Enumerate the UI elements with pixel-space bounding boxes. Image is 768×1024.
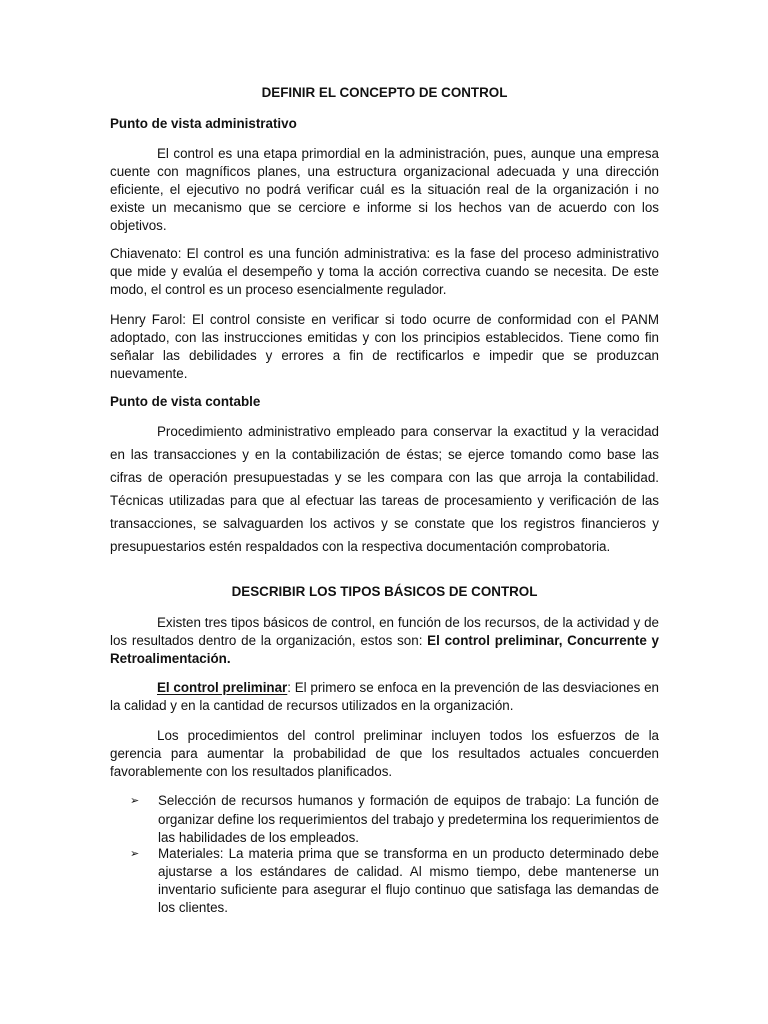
section-title-describir: DESCRIBIR LOS TIPOS BÁSICOS DE CONTROL [231, 584, 538, 599]
paragraph-farol: Henry Farol: El control consiste en verificar si todo ocurre de conformidad con el PANM adoptado, con las instrucciones emitidas y con los principios establecidos. Tiene como fin señalar las debilidades y errores a fin de rectificarlos e impedir que se produzcan nuevamente. [110, 312, 659, 381]
preliminar-text: : El primero se enfoca en la prevención de las desviaciones en la calidad y en la cantidad de recursos utilizados en la organización. [110, 680, 659, 713]
section-title-definir: DEFINIR EL CONCEPTO DE CONTROL [261, 85, 508, 100]
arrow-bullet-icon: ➢ [130, 848, 140, 860]
heading-punto-contable: Punto de vista contable [110, 394, 261, 409]
paragraph-contable: Procedimiento administrativo empleado para conservar la exactitud y la veracidad en las transacciones y en la contabilización de éstas; se ejerce tomando como base las cifras de operación presupuestadas y se les compara con las que arroja la contabilidad. Técnicas utilizadas para que al efectuar las tareas de procesamiento y verificación de las transacciones, se salvaguarden los activos y se constate que los registros financieros y presupuestarios estén respaldados con la respectiva documentación comprobatoria. [110, 424, 659, 554]
bullet-text: Selección de recursos humanos y formación de equipos de trabajo: La función de organizar define los requerimientos del trabajo y predetermina los requerimientos de las habilidades de los empleados. [158, 793, 659, 845]
paragraph-procedimientos: Los procedimientos del control preliminar incluyen todos los esfuerzos de la gerencia para aumentar la probabilidad de que los resultados actuales concuerden favorablemente con los resultados planificados. [110, 728, 659, 779]
bullet-text: Materiales: La materia prima que se transforma en un producto determinado debe ajustarse a los estándares de calidad. Al mismo tiempo, debe mantenerse un inventario suficiente para asegurar el flujo continuo que satisfaga las demandas de los clientes. [158, 846, 659, 915]
arrow-bullet-icon: ➢ [130, 795, 140, 807]
tipos-bold-text: El control preliminar, Concurrente y Retroalimentación. [110, 633, 659, 666]
paragraph-preliminar [110, 679, 659, 715]
tipos-text: Existen tres tipos básicos de control, en función de los recursos, de la actividad y de los resultados dentro de la organización, estos son: [110, 615, 659, 648]
heading-punto-administrativo: Punto de vista administrativo [110, 116, 297, 131]
preliminar-label: El control preliminar [157, 680, 288, 695]
paragraph-tipos [110, 614, 659, 668]
paragraph-admin: El control es una etapa primordial en la administración, pues, aunque una empresa cuente con magníficos planes, una estructura organizacional adecuada y una dirección eficiente, el ejecutivo no podrá verificar cuál es la situación real de la organización i no existe un mecanismo que se cerciore e informe si los hechos van de acuerdo con los objetivos. [110, 146, 659, 233]
paragraph-chiavenato: Chiavenato: El control es una función administrativa: es la fase del proceso administrativo que mide y evalúa el desempeño y toma la acción correctiva cuando se necesita. De este modo, el control es un proceso esencialmente regulador. [110, 246, 659, 297]
